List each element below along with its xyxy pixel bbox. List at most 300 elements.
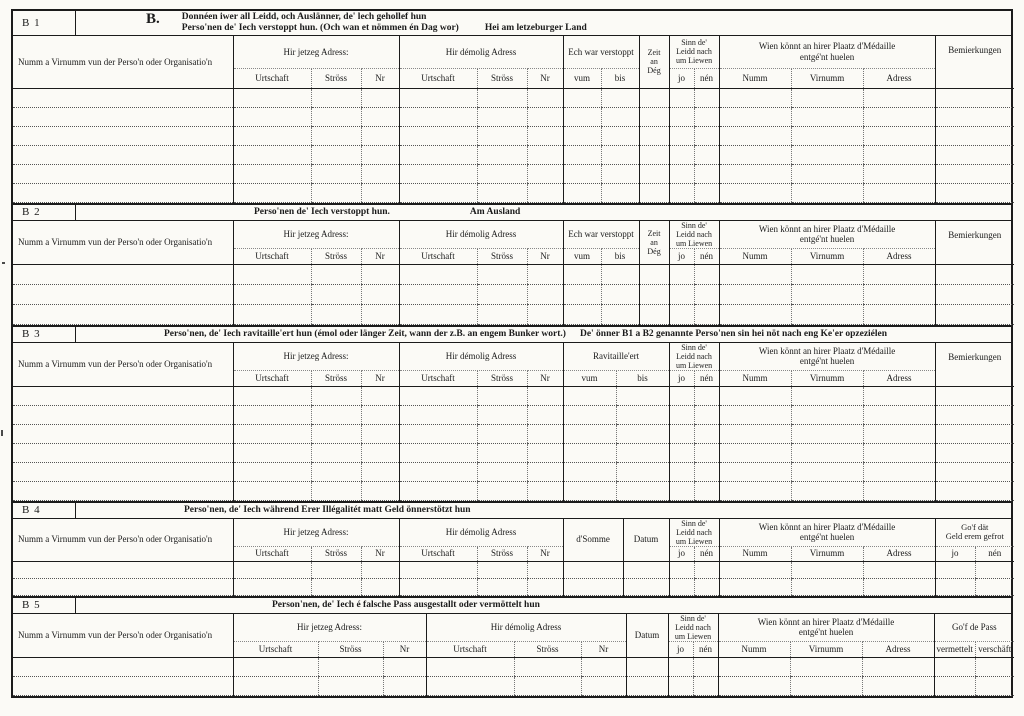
entry-cell xyxy=(361,462,399,481)
entry-cell xyxy=(719,443,791,462)
subheader-urtschaft: Urtschaft xyxy=(426,641,514,657)
entry-cell xyxy=(361,145,399,164)
entry-cell xyxy=(13,386,233,405)
entry-cell xyxy=(233,164,311,183)
header-datum: Datum xyxy=(626,614,668,658)
entry-cell xyxy=(975,676,1014,695)
entry-cell xyxy=(233,481,311,500)
header-former-address: Hir démolig Adress xyxy=(399,36,563,68)
entry-cell xyxy=(361,164,399,183)
entry-cell xyxy=(318,657,383,676)
entry-cell xyxy=(694,164,719,183)
entry-cell xyxy=(399,405,477,424)
entry-cell xyxy=(563,386,616,405)
subheader-jo: jo xyxy=(935,546,975,561)
subheader-stross: Ströss xyxy=(514,641,581,657)
entry-cell xyxy=(601,88,639,107)
entry-cell xyxy=(639,145,669,164)
entry-cell xyxy=(669,304,694,324)
entry-cell xyxy=(426,657,514,676)
entry-cell xyxy=(311,183,361,202)
entry-cell xyxy=(719,578,791,595)
entry-cell xyxy=(527,126,563,145)
header-name-column: Numm a Virnumm vun der Perso'n oder Organisatio'n xyxy=(18,358,213,369)
entry-cell xyxy=(477,126,527,145)
entry-cell xyxy=(791,126,863,145)
entry-cell xyxy=(694,462,719,481)
section-b3 xyxy=(13,325,1011,501)
entry-cell xyxy=(233,424,311,443)
entry-cell xyxy=(477,424,527,443)
entry-cell xyxy=(399,424,477,443)
entry-cell xyxy=(399,561,477,578)
entry-cell xyxy=(527,386,563,405)
entry-cell xyxy=(13,405,233,424)
entry-cell xyxy=(669,443,694,462)
header-current-address: Hir jetzeg Adress: xyxy=(233,614,426,642)
subheader-urtschaft: Urtschaft xyxy=(233,370,311,386)
entry-cell xyxy=(233,657,318,676)
entry-cell xyxy=(399,164,477,183)
header-current-address: Hir jetzeg Adress: xyxy=(233,36,399,68)
entry-cell xyxy=(233,264,311,284)
subheader-jo: jo xyxy=(669,370,694,386)
entry-cell xyxy=(669,164,694,183)
subheader-stross: Ströss xyxy=(311,68,361,88)
header-zeit-an-deg: Zeit an Dég xyxy=(639,221,669,265)
b2-subtitle: Am Ausland xyxy=(469,207,521,217)
b5-title: Person'nen, de' Iech é falsche Pass ausgestallt oder vermöttelt hun xyxy=(272,600,540,610)
entry-cell xyxy=(563,88,601,107)
entry-cell xyxy=(935,405,1014,424)
header-zeit-an-deg: Zeit an Dég xyxy=(639,36,669,88)
entry-cell xyxy=(361,284,399,304)
entry-cell xyxy=(719,284,791,304)
entry-cell xyxy=(399,284,477,304)
entry-cell xyxy=(719,88,791,107)
entry-cell xyxy=(399,88,477,107)
entry-cell xyxy=(719,126,791,145)
entry-cell xyxy=(361,405,399,424)
entry-cell xyxy=(601,304,639,324)
entry-cell xyxy=(563,304,601,324)
b4-section-code: B 4 xyxy=(13,503,76,518)
entry-cell xyxy=(694,443,719,462)
entry-cell xyxy=(233,145,311,164)
entry-cell xyxy=(563,462,616,481)
entry-cell xyxy=(669,462,694,481)
entry-cell xyxy=(791,164,863,183)
entry-cell xyxy=(13,481,233,500)
header-former-address: Hir démolig Adress xyxy=(426,614,626,642)
entry-cell xyxy=(311,462,361,481)
entry-cell xyxy=(601,183,639,202)
entry-cell xyxy=(694,264,719,284)
entry-cell xyxy=(694,107,719,126)
entry-cell xyxy=(669,264,694,284)
entry-cell xyxy=(477,164,527,183)
header-still-alive: Sinn de' Leidd nach um Liewen xyxy=(669,36,719,68)
entry-cell xyxy=(694,88,719,107)
entry-cell xyxy=(669,107,694,126)
entry-cell xyxy=(791,284,863,304)
subheader-vum: vum xyxy=(563,370,616,386)
entry-cell xyxy=(719,145,791,164)
entry-cell xyxy=(791,405,863,424)
subheader-nen: nén xyxy=(975,546,1014,561)
subheader-stross: Ströss xyxy=(311,248,361,264)
entry-cell xyxy=(935,481,1014,500)
entry-cell xyxy=(863,386,935,405)
entry-cell xyxy=(527,164,563,183)
entry-cell xyxy=(863,88,935,107)
subheader-stross: Ströss xyxy=(311,546,361,561)
scan-artifact xyxy=(2,262,5,264)
entry-cell xyxy=(626,657,668,676)
entry-cell xyxy=(669,145,694,164)
entry-cell xyxy=(669,126,694,145)
subheader-numm: Numm xyxy=(718,641,790,657)
entry-cell xyxy=(361,561,399,578)
entry-cell xyxy=(639,183,669,202)
entry-cell xyxy=(361,126,399,145)
b1-title xyxy=(182,12,587,34)
subheader-numm: Numm xyxy=(719,248,791,264)
entry-cell xyxy=(527,88,563,107)
entry-cell xyxy=(399,481,477,500)
entry-cell xyxy=(639,304,669,324)
header-medal-recipient: Wien könnt an hirer Plaatz d'Médaille entgé'nt huelen xyxy=(719,221,935,249)
subheader-nen: nén xyxy=(693,641,718,657)
entry-cell xyxy=(669,386,694,405)
header-name-column: Numm a Virnumm vun der Perso'n oder Organisatio'n xyxy=(18,56,213,67)
entry-cell xyxy=(719,462,791,481)
entry-cell xyxy=(233,126,311,145)
entry-cell xyxy=(563,183,601,202)
entry-cell xyxy=(361,481,399,500)
entry-cell xyxy=(233,386,311,405)
b5-table xyxy=(13,614,1014,696)
entry-cell xyxy=(639,107,669,126)
b4-table xyxy=(13,519,1014,596)
entry-cell xyxy=(13,304,233,324)
entry-cell xyxy=(694,284,719,304)
entry-cell xyxy=(13,561,233,578)
entry-cell xyxy=(383,676,426,695)
entry-cell xyxy=(935,462,1014,481)
entry-cell xyxy=(527,424,563,443)
b1-table xyxy=(13,36,1014,203)
entry-cell xyxy=(13,578,233,595)
entry-cell xyxy=(477,145,527,164)
subheader-nen: nén xyxy=(694,370,719,386)
b2-table xyxy=(13,221,1014,325)
b1-section-code: B 1 xyxy=(13,11,76,35)
header-medal-recipient: Wien könnt an hirer Plaatz d'Médaille entgé'nt huelen xyxy=(718,614,934,642)
entry-cell xyxy=(693,657,718,676)
entry-cell xyxy=(563,145,601,164)
subheader-urtschaft: Urtschaft xyxy=(399,370,477,386)
entry-cell xyxy=(399,126,477,145)
b2-section-code: B 2 xyxy=(13,205,76,220)
subheader-vum: vum xyxy=(563,68,601,88)
entry-cell xyxy=(863,126,935,145)
entry-cell xyxy=(616,424,669,443)
entry-cell xyxy=(477,88,527,107)
table-row xyxy=(13,481,1014,500)
header-still-alive: Sinn de' Leidd nach um Liewen xyxy=(668,614,718,642)
subheader-numm: Numm xyxy=(719,68,791,88)
entry-cell xyxy=(477,284,527,304)
entry-cell xyxy=(862,657,934,676)
table-row xyxy=(13,657,1014,676)
entry-cell xyxy=(791,578,863,595)
entry-cell xyxy=(935,578,975,595)
entry-cell xyxy=(639,284,669,304)
form-b xyxy=(11,9,1013,698)
header-hidden-period: Ech war verstoppt xyxy=(563,221,639,249)
entry-cell xyxy=(863,481,935,500)
table-row xyxy=(13,183,1014,202)
entry-cell xyxy=(863,462,935,481)
entry-cell xyxy=(694,386,719,405)
header-ravitailleert: Ravitaille'ert xyxy=(563,343,669,371)
header-still-alive: Sinn de' Leidd nach um Liewen xyxy=(669,221,719,249)
table-row xyxy=(13,443,1014,462)
entry-cell xyxy=(863,284,935,304)
entry-cell xyxy=(669,481,694,500)
subheader-verschaeft: verschäft xyxy=(975,641,1014,657)
entry-cell xyxy=(623,578,669,595)
entry-cell xyxy=(527,304,563,324)
entry-cell xyxy=(527,481,563,500)
b3-table xyxy=(13,343,1014,501)
entry-cell xyxy=(935,424,1014,443)
entry-cell xyxy=(669,561,694,578)
subheader-adress: Adress xyxy=(863,546,935,561)
header-current-address: Hir jetzeg Adress: xyxy=(233,343,399,371)
entry-cell xyxy=(563,561,623,578)
entry-cell xyxy=(563,443,616,462)
entry-cell xyxy=(791,462,863,481)
entry-cell xyxy=(791,145,863,164)
header-current-address: Hir jetzeg Adress: xyxy=(233,221,399,249)
entry-cell xyxy=(527,462,563,481)
entry-cell xyxy=(13,264,233,284)
subheader-nen: nén xyxy=(694,546,719,561)
entry-cell xyxy=(477,405,527,424)
entry-cell xyxy=(233,284,311,304)
subheader-adress: Adress xyxy=(863,370,935,386)
entry-cell xyxy=(361,578,399,595)
b4-header-band xyxy=(13,503,1011,519)
entry-cell xyxy=(361,304,399,324)
entry-cell xyxy=(361,88,399,107)
b1-title-line2: Perso'nen de' Iech verstoppt hun. (Och wan et nömmen én Dag wor) Hei am letzeburger Land xyxy=(181,23,587,33)
entry-cell xyxy=(719,264,791,284)
entry-cell xyxy=(626,676,668,695)
entry-cell xyxy=(935,443,1014,462)
header-money-reclaimed: Go'f dät Geld erem gefrot xyxy=(935,519,1014,547)
entry-cell xyxy=(863,107,935,126)
table-row xyxy=(13,424,1014,443)
entry-cell xyxy=(669,405,694,424)
subheader-urtschaft: Urtschaft xyxy=(233,641,318,657)
entry-cell xyxy=(694,561,719,578)
entry-cell xyxy=(935,183,1014,202)
entry-cell xyxy=(311,264,361,284)
entry-cell xyxy=(790,657,862,676)
header-name-column: Numm a Virnumm vun der Perso'n oder Organisatio'n xyxy=(18,629,213,640)
entry-cell xyxy=(311,443,361,462)
table-row xyxy=(13,107,1014,126)
b2-header-band xyxy=(13,205,1011,221)
subheader-nen: nén xyxy=(694,68,719,88)
entry-cell xyxy=(311,284,361,304)
entry-cell xyxy=(694,424,719,443)
entry-cell xyxy=(399,264,477,284)
entry-cell xyxy=(527,183,563,202)
entry-cell xyxy=(13,126,233,145)
entry-cell xyxy=(13,164,233,183)
entry-cell xyxy=(863,304,935,324)
entry-cell xyxy=(233,304,311,324)
entry-cell xyxy=(311,405,361,424)
subheader-jo: jo xyxy=(669,248,694,264)
b4-title: Perso'nen, de' Iech während Erer Illégalitét matt Geld önnerstötzt hun xyxy=(184,505,471,515)
entry-cell xyxy=(694,126,719,145)
subheader-adress: Adress xyxy=(863,248,935,264)
entry-cell xyxy=(863,145,935,164)
entry-cell xyxy=(935,164,1014,183)
entry-cell xyxy=(791,107,863,126)
entry-cell xyxy=(477,561,527,578)
entry-cell xyxy=(514,676,581,695)
entry-cell xyxy=(563,481,616,500)
entry-cell xyxy=(477,183,527,202)
table-row xyxy=(13,164,1014,183)
entry-cell xyxy=(361,264,399,284)
b3-title: Perso'nen, de' Iech ravitaille'ert hun (émol oder länger Zeit, wann der z.B. an engem Bunker wort.) xyxy=(164,329,566,339)
entry-cell xyxy=(311,578,361,595)
entry-cell xyxy=(791,443,863,462)
table-row xyxy=(13,304,1014,324)
entry-cell xyxy=(935,264,1014,284)
entry-cell xyxy=(233,676,318,695)
entry-cell xyxy=(719,164,791,183)
entry-cell xyxy=(693,676,718,695)
b1-letter: B. xyxy=(146,11,160,27)
entry-cell xyxy=(601,164,639,183)
subheader-urtschaft: Urtschaft xyxy=(399,68,477,88)
section-b4 xyxy=(13,501,1011,596)
entry-cell xyxy=(399,107,477,126)
section-b5 xyxy=(13,596,1011,696)
entry-cell xyxy=(639,88,669,107)
subheader-urtschaft: Urtschaft xyxy=(233,68,311,88)
entry-cell xyxy=(863,424,935,443)
subheader-nr: Nr xyxy=(361,546,399,561)
subheader-urtschaft: Urtschaft xyxy=(233,546,311,561)
subheader-stross: Ströss xyxy=(477,68,527,88)
entry-cell xyxy=(616,481,669,500)
entry-cell xyxy=(791,304,863,324)
entry-cell xyxy=(477,443,527,462)
entry-cell xyxy=(694,304,719,324)
entry-cell xyxy=(13,88,233,107)
entry-cell xyxy=(669,424,694,443)
entry-cell xyxy=(563,284,601,304)
entry-cell xyxy=(311,481,361,500)
entry-cell xyxy=(477,481,527,500)
entry-cell xyxy=(975,561,1014,578)
entry-cell xyxy=(477,107,527,126)
entry-cell xyxy=(791,561,863,578)
entry-cell xyxy=(399,145,477,164)
entry-cell xyxy=(361,443,399,462)
subheader-virnumm: Virnumm xyxy=(791,248,863,264)
header-name-column: Numm a Virnumm vun der Perso'n oder Organisatio'n xyxy=(18,534,213,545)
entry-cell xyxy=(934,657,975,676)
subheader-virnumm: Virnumm xyxy=(791,546,863,561)
header-somme: d'Somme xyxy=(563,519,623,562)
entry-cell xyxy=(399,578,477,595)
entry-cell xyxy=(399,304,477,324)
entry-cell xyxy=(477,304,527,324)
entry-cell xyxy=(527,443,563,462)
subheader-virnumm: Virnumm xyxy=(791,68,863,88)
table-row xyxy=(13,145,1014,164)
entry-cell xyxy=(862,676,934,695)
entry-cell xyxy=(863,264,935,284)
entry-cell xyxy=(719,183,791,202)
entry-cell xyxy=(233,443,311,462)
entry-cell xyxy=(934,676,975,695)
entry-cell xyxy=(669,183,694,202)
entry-cell xyxy=(601,126,639,145)
entry-cell xyxy=(601,264,639,284)
header-datum: Datum xyxy=(623,519,669,562)
entry-cell xyxy=(383,657,426,676)
entry-cell xyxy=(311,424,361,443)
entry-cell xyxy=(791,424,863,443)
entry-cell xyxy=(311,88,361,107)
entry-cell xyxy=(527,578,563,595)
entry-cell xyxy=(791,264,863,284)
entry-cell xyxy=(639,264,669,284)
entry-cell xyxy=(13,462,233,481)
subheader-numm: Numm xyxy=(719,546,791,561)
entry-cell xyxy=(718,657,790,676)
entry-cell xyxy=(563,264,601,284)
entry-cell xyxy=(669,284,694,304)
entry-cell xyxy=(975,657,1014,676)
entry-cell xyxy=(935,386,1014,405)
b5-section-code: B 5 xyxy=(13,598,76,613)
subheader-nr: Nr xyxy=(581,641,626,657)
entry-cell xyxy=(863,164,935,183)
entry-cell xyxy=(719,424,791,443)
subheader-urtschaft: Urtschaft xyxy=(399,546,477,561)
subheader-vermettelt: vermettelt xyxy=(934,641,975,657)
b3-section-code: B 3 xyxy=(13,327,76,342)
entry-cell xyxy=(527,264,563,284)
header-still-alive: Sinn de' Leidd nach um Liewen xyxy=(669,519,719,547)
subheader-jo: jo xyxy=(669,68,694,88)
table-row xyxy=(13,676,1014,695)
entry-cell xyxy=(361,183,399,202)
header-remarks: Bemierkungen xyxy=(935,221,1014,265)
